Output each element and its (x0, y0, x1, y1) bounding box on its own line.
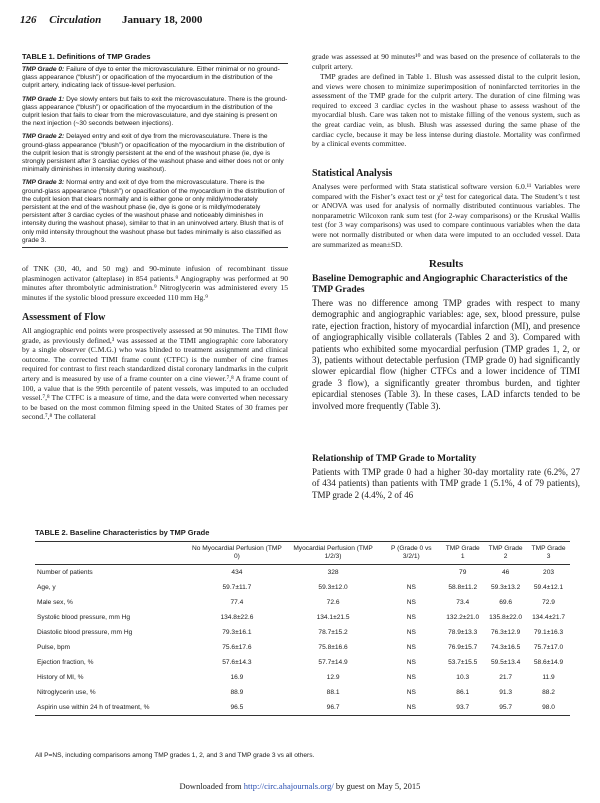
tmp-grade-2-def (22, 133, 288, 174)
grade-label: TMP Grade 0: (22, 66, 65, 73)
table2-footnote: All P=NS, including comparisons among TMP grades 1, 2, and 3 and TMP grade 3 vs all others. (35, 752, 315, 759)
results-heading: Results (428, 258, 464, 270)
row-label: Systolic blood pressure, mm Hg (37, 614, 131, 621)
table-row (35, 655, 570, 670)
table-cell: 12.9 (326, 674, 340, 681)
table2-header-cell: TMP Grade 1 (441, 542, 484, 565)
table-cell: 59.3±12.0 (318, 584, 348, 591)
table-cell: 16.9 (230, 674, 244, 681)
table1-title: TABLE 1. Definitions of TMP Grades (22, 52, 151, 61)
table-cell: 96.5 (230, 704, 244, 711)
tmp-grade-1-def (22, 96, 288, 129)
assessment-heading: Assessment of Flow (22, 312, 106, 323)
row-label: History of MI, % (37, 674, 84, 681)
table-cell: 57.7±14.9 (318, 659, 348, 666)
table2 (35, 541, 570, 716)
row-label: Diastolic blood pressure, mm Hg (37, 629, 133, 636)
table-cell: 75.8±16.6 (318, 644, 348, 651)
table-cell: 59.7±11.7 (222, 584, 252, 591)
right-paragraph-2: TMP grades are defined in Table 1. Blush was assessed distal to the culprit lesion, and views were chosen to minimize superimposition of noninfarcted territories in the assessment of the TMP grade for the culprit artery. The duration of cine filming was required to exceed 3 cardiac cycles in the washout phase to assess washout of the myocardial blush. Care was taken not to mistake filling of the venous system, such as the great cardiac vein, as blush. Blush was assessed during the same phase of the cardiac cycle, because it may be less intense during diastole. Mortality was confirmed by a clinical events committee. (312, 72, 580, 149)
table-cell: 74.3±16.5 (490, 644, 521, 651)
assessment-text: All angiographic end points were prospectively assessed at 90 minutes. The TIMI flow grade, as previously defined,³ was assessed at the TIMI angiographic core laboratory by a single observer (C.M.G.) who was blinded to treatment assignment and clinical outcome. The corrected TIMI frame count (CTFC) is the number of cine frames required for contrast to first reach standardized distal coronary landmarks in the culprit artery and is measured by use of a frame counter on a cine viewer.⁷,⁸ A frame count of 100, a value that is the 99th percentile of patent vessels, was imputed to an occluded vessel.⁷,⁸ The CTFC is a measure of time, and the data were converted when necessary to be based on the most common filming speed in the United States of 30 frames per second.⁷,⁸ The collateral (22, 326, 288, 422)
table-cell: NS (406, 644, 416, 651)
table2-header-cell: TMP Grade 3 (527, 542, 570, 565)
journal-link[interactable]: http://circ.ahajournals.org/ (243, 781, 334, 791)
table-cell: 73.4 (456, 599, 470, 606)
table-cell: 72.9 (542, 599, 555, 606)
row-label: Aspirin use within 24 h of treatment, % (37, 704, 150, 711)
table-row (35, 610, 570, 625)
table-cell: 46 (501, 569, 510, 576)
table-cell: 77.4 (230, 599, 244, 606)
row-label: Nitroglycerin use, % (37, 689, 96, 696)
table-cell: 135.8±22.0 (489, 614, 523, 621)
table-cell: 134.8±22.6 (220, 614, 254, 621)
row-label: Pulse, bpm (37, 644, 70, 651)
mortality-text: Patients with TMP grade 0 had a higher 30-day mortality rate (6.2%, 27 of 434 patients) than patients with TMP grade 1 (5.1%, 4 of 79 patients), TMP grade 2 (4.4%, 2 of 46 (312, 467, 580, 500)
issue-date: January 18, 2000 (121, 14, 203, 26)
tmp-grade-3-def (22, 179, 288, 245)
table-cell: 88.1 (326, 689, 340, 696)
table-row (35, 685, 570, 700)
footer-suffix: by guest on May 5, 2015 (333, 781, 421, 791)
table-cell: 75.7±17.0 (533, 644, 564, 651)
table-cell: 96.7 (326, 704, 340, 711)
table-cell: 57.6±14.3 (222, 659, 252, 666)
left-paragraph-1: of TNK (30, 40, and 50 mg) and 90-minute infusion of recombinant tissue plasminogen activator (alteplase) in 854 patients.⁹ Angiography was performed at 90 minutes after thrombolytic administration.⁹ Nitroglycerin was administered every 15 minutes if the systolic blood pressure exceeded 110 mm Hg.⁹ (22, 264, 288, 302)
table-cell: 72.6 (326, 599, 340, 606)
row-label: Male sex, % (37, 599, 73, 606)
mortality-heading: Relationship of TMP Grade to Mortality (312, 454, 477, 464)
table-row (35, 670, 570, 685)
table-cell: 76.3±12.9 (490, 629, 521, 636)
right-paragraph-1: grade was assessed at 90 minutes¹⁰ and was based on the presence of collaterals to the culprit artery. (312, 52, 580, 71)
table-cell: 79.3±16.1 (222, 629, 252, 636)
table-cell: 75.6±17.6 (222, 644, 252, 651)
table-cell: 134.4±21.7 (532, 614, 566, 621)
table-cell: 21.7 (499, 674, 513, 681)
table-cell: 328 (327, 569, 339, 576)
table-cell: 10.3 (456, 674, 470, 681)
table2-header-cell: P (Grade 0 vs 3/2/1) (381, 542, 441, 565)
table-row (35, 700, 570, 716)
table-cell: NS (406, 704, 416, 711)
statistical-analysis-heading: Statistical Analysis (312, 168, 393, 179)
table-cell: 203 (543, 569, 555, 576)
table2-header-row (35, 542, 570, 565)
table-cell: NS (406, 599, 416, 606)
table-cell: 59.5±13.4 (490, 659, 521, 666)
table-cell: 79.1±16.3 (533, 629, 564, 636)
grade-text: Dye slowly enters but fails to exit the microvasculature. There is the ground-glass appearance (“blush”) or opacification of the myocardium in the distribution of the culprit lesion that fails to clear from the microvasculature, and dye staining is present on the next injection (~30 seconds between injections). (22, 95, 288, 128)
table-cell: 88.2 (542, 689, 555, 696)
table-cell (381, 565, 441, 581)
table-row (35, 640, 570, 655)
table-cell: NS (406, 614, 416, 621)
table-cell: 91.3 (499, 689, 513, 696)
table-cell: 95.7 (499, 704, 513, 711)
table-cell: 93.7 (456, 704, 470, 711)
footer-prefix: Downloaded from (179, 781, 244, 791)
table-cell: 59.3±13.2 (490, 584, 521, 591)
table-cell: NS (406, 659, 416, 666)
table-cell: 79 (459, 569, 467, 576)
table-cell: 58.6±14.9 (533, 659, 564, 666)
table-cell: NS (406, 674, 416, 681)
table-cell: 132.2±21.0 (446, 614, 480, 621)
table2-header-cell: No Myocardial Perfusion (TMP 0) (189, 542, 285, 565)
table-cell: 78.7±15.2 (318, 629, 348, 636)
page-number: 126 (20, 14, 37, 26)
table-cell: 69.6 (499, 599, 513, 606)
table-row (35, 580, 570, 595)
table-cell: 11.9 (542, 674, 555, 681)
table1-box (22, 63, 288, 248)
table-cell: 78.9±13.3 (448, 629, 478, 636)
table-row (35, 595, 570, 610)
table2-title: TABLE 2. Baseline Characteristics by TMP Grade (35, 528, 210, 537)
table-cell: NS (406, 689, 416, 696)
table2-body (35, 565, 570, 716)
table-cell: 53.7±15.5 (448, 659, 478, 666)
table-cell: 134.1±21.5 (316, 614, 350, 621)
table-cell: 98.0 (542, 704, 555, 711)
table-cell: 434 (231, 569, 243, 576)
statistical-analysis-text: Analyses were performed with Stata statistical software version 6.0.¹¹ Variables were compared with the Fisher’s exact test or χ² test for categorical data. The Student’s t test or ANOVA was used for analysis of normally distributed continuous variables. The nonparametric Wilcoxon rank sum test (for 2-way comparisons) or the Kruskal Wallis test (for 3 way comparisons) was used to compare continuous variables when the data were not normally distributed or when data were imputed to an occluded vessel. Data are summarized as mean±SD. (312, 182, 580, 249)
table-cell: 86.1 (456, 689, 470, 696)
table2-header-cell: Myocardial Perfusion (TMP 1/2/3) (285, 542, 382, 565)
row-label: Age, y (37, 584, 56, 591)
running-header (20, 14, 202, 26)
grade-label: TMP Grade 3: (22, 179, 65, 187)
table-cell: 76.9±15.7 (448, 644, 478, 651)
table-row (35, 565, 570, 581)
table-cell: 59.4±12.1 (533, 584, 564, 591)
table-cell: 58.8±11.2 (448, 584, 478, 591)
table-cell: NS (406, 629, 416, 636)
grade-text: Delayed entry and exit of dye from the microvasculature. There is the ground-glass appearance (“blush”) or opacification of the myocardium in the distribution of the culprit lesion that is strongly persistent at the end of the washout phase (ie, dye is strongly persistent after 3 cardiac cycles of the washout phase and either does not or only minimally diminishes in intensity during washout). (22, 133, 285, 174)
grade-text: Failure of dye to enter the microvasculature. Either minimal or no ground-glass appearance (“blush”) or opacification of the myocardium in the distribution of the culprit artery, indicating lack of tissue-level perfusion. (22, 66, 280, 90)
table-cell: 88.9 (230, 689, 244, 696)
grade-label: TMP Grade 2: (22, 133, 65, 141)
row-label: Number of patients (37, 569, 93, 576)
tmp-grade-0-def (22, 66, 288, 91)
row-label: Ejection fraction, % (37, 659, 94, 666)
table-cell: NS (406, 584, 416, 591)
baseline-heading: Baseline Demographic and Angiographic Characteristics of the TMP Grades (312, 274, 568, 295)
table2-header-cell: TMP Grade 2 (484, 542, 527, 565)
grade-text: Normal entry and exit of dye from the microvasculature. There is the ground-glass appearance (“blush”) or opacification of the myocardium in the distribution of the culprit lesion that clears normally and is either gone or only mildly/moderately persistent at the end of the washout phase (ie, dye is gone or is mildly/moderately persistent after 3 cardiac cycles of the washout phase and noticeably diminishes in intensity during the washout phase), similar to that in an uninvolved artery. Blush that is of only mild intensity throughout the washout phase but fades minimally is also classified as grade 3. (22, 179, 285, 244)
table2-header-cell (35, 542, 189, 565)
grade-label: TMP Grade 1: (22, 95, 65, 103)
table-row (35, 625, 570, 640)
download-footer (0, 781, 600, 791)
journal-name: Circulation (49, 14, 102, 26)
baseline-text: There was no difference among TMP grades with respect to many demographic and angiographic variables: age, sex, blood pressure, pulse rate, ejection fraction, history of myocardial infarction (MI), and presence of angiographically visible collaterals (Tables 2 and 3). Compared with patients who exhibited some myocardial perfusion (TMP grades 1, 2, or 3), patients without detectable perfusion (TMP grade 0) had significantly slower epicardial flow (higher CTFCs and a lower incidence of TIMI grade 3 flow), a significantly greater thrombus burden, and tighter epicardial stenoses (Table 3). In these cases, LAD infarcts tended to be involved more frequently (Table 3). (312, 298, 580, 411)
